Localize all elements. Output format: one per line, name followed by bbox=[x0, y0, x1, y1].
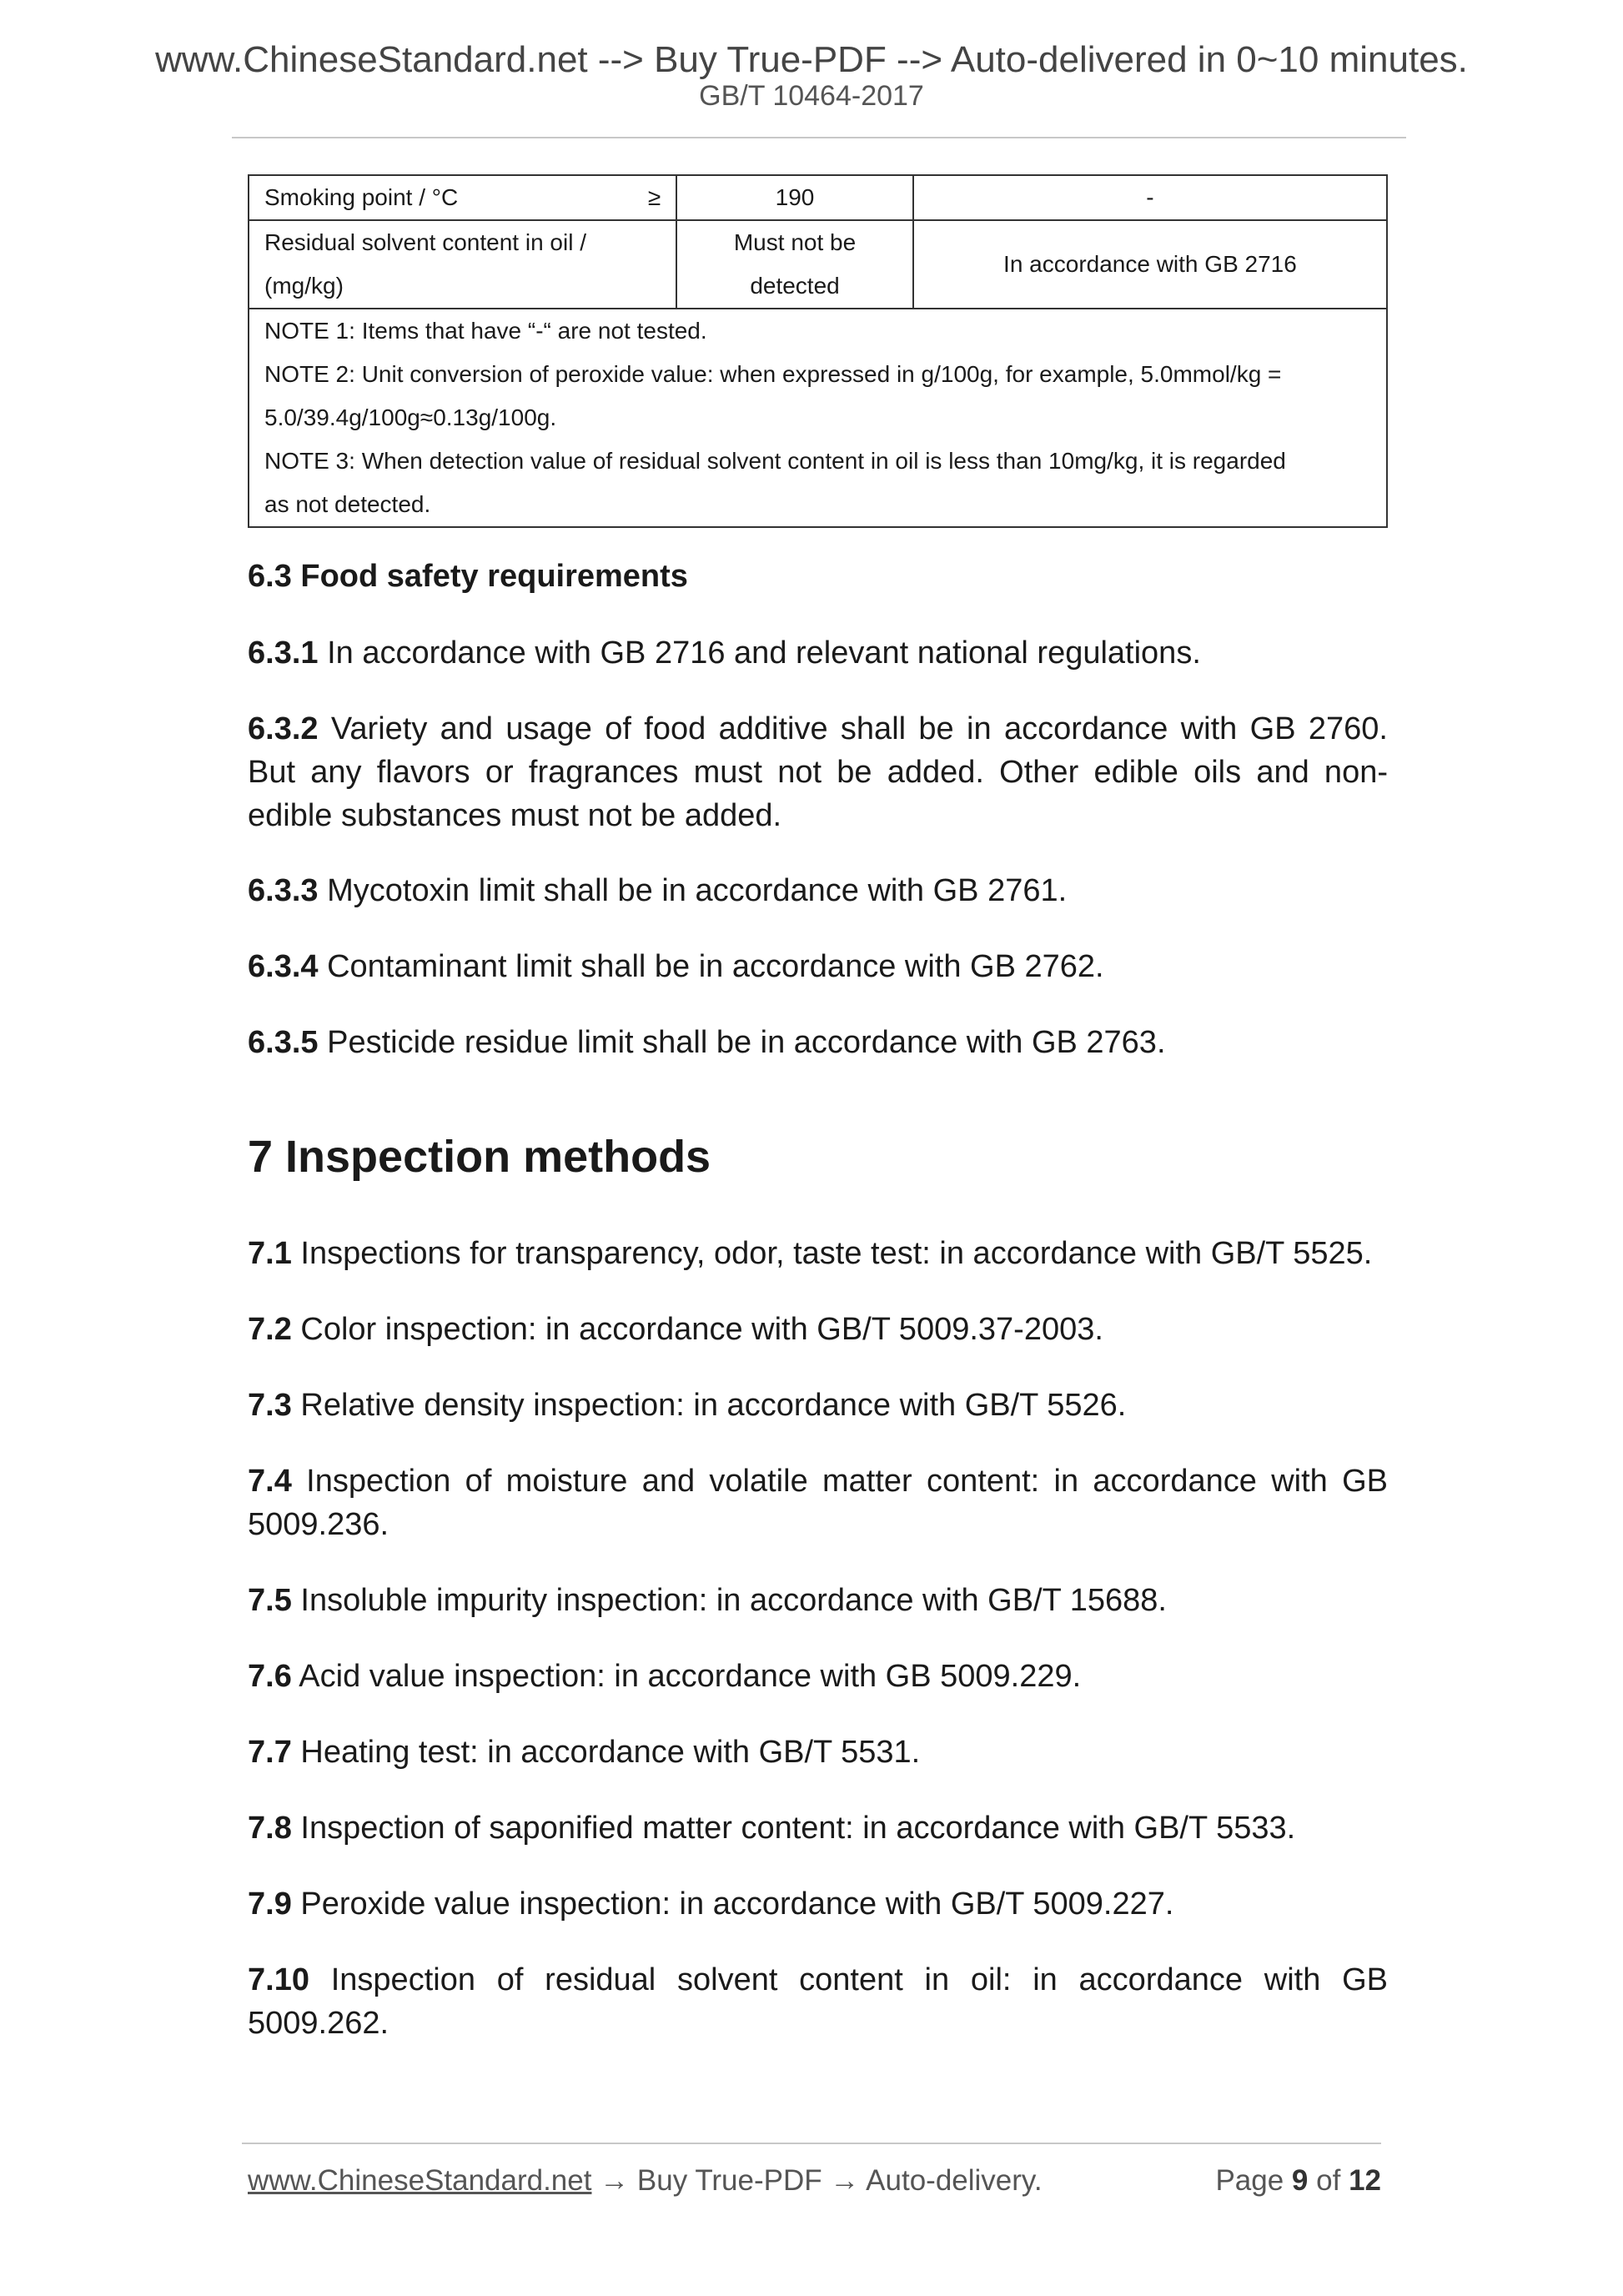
clause-number: 7.3 bbox=[248, 1388, 292, 1423]
clause-number: 7.2 bbox=[248, 1312, 292, 1347]
item-label: Residual solvent content in oil / bbox=[264, 229, 586, 255]
notes-row bbox=[249, 309, 1387, 527]
clause-number: 7.10 bbox=[248, 1962, 309, 1997]
clause-number: 7.1 bbox=[248, 1236, 292, 1271]
clause-number: 6.3.4 bbox=[248, 949, 319, 984]
clause-7-4 bbox=[248, 1459, 1388, 1546]
top-banner: www.ChineseStandard.net --> Buy True-PDF --> Auto-delivered in 0~10 minutes. bbox=[155, 39, 1468, 80]
footer-promo bbox=[248, 2166, 1043, 2195]
clause-number: 6.3.3 bbox=[248, 873, 319, 908]
of-label: of bbox=[1316, 2164, 1341, 2197]
clause-text: Inspection of saponified matter content: in accordance with GB/T 5533. bbox=[300, 1811, 1296, 1846]
clause-number: 6.3.5 bbox=[248, 1025, 319, 1060]
clause-text: Contaminant limit shall be in accordance with GB 2762. bbox=[327, 949, 1104, 984]
clause-6-3-4 bbox=[248, 945, 1388, 988]
method-cell: In accordance with GB 2716 bbox=[913, 220, 1387, 309]
item-unit: (mg/kg) bbox=[264, 273, 344, 299]
clause-6-3-5 bbox=[248, 1021, 1388, 1064]
note-line: as not detected. bbox=[264, 491, 431, 517]
clause-number: 7.9 bbox=[248, 1887, 292, 1922]
item-cell bbox=[249, 220, 676, 309]
header-divider bbox=[232, 137, 1406, 138]
clause-number: 7.4 bbox=[248, 1464, 292, 1499]
value-cell: 190 bbox=[676, 175, 913, 220]
standard-code: GB/T 10464-2017 bbox=[699, 80, 924, 112]
note-line: 5.0/39.4g/100g≈0.13g/100g. bbox=[264, 404, 557, 430]
clause-text: Peroxide value inspection: in accordance with GB/T 5009.227. bbox=[300, 1887, 1174, 1922]
clause-number: 7.5 bbox=[248, 1583, 292, 1618]
footer-tail: → Buy True-PDF → Auto-delivery. bbox=[591, 2164, 1043, 2197]
clause-number: 6.3.2 bbox=[248, 711, 319, 746]
clause-7-1 bbox=[248, 1232, 1388, 1275]
operator: ≥ bbox=[647, 184, 661, 210]
note-line: NOTE 1: Items that have “-“ are not tested. bbox=[264, 318, 707, 344]
clause-7-7 bbox=[248, 1731, 1388, 1774]
clause-7-5 bbox=[248, 1579, 1388, 1622]
clause-text: Heating test: in accordance with GB/T 5531. bbox=[300, 1735, 921, 1770]
page-indicator bbox=[1215, 2166, 1381, 2195]
section-6-3-heading: 6.3 Food safety requirements bbox=[248, 559, 688, 594]
clause-number: 7.8 bbox=[248, 1811, 292, 1846]
clause-text: Inspection of moisture and volatile matter content: in accordance with GB 5009.236. bbox=[248, 1464, 1388, 1542]
clause-7-9 bbox=[248, 1882, 1388, 1926]
clause-text: Relative density inspection: in accordance with GB/T 5526. bbox=[300, 1388, 1127, 1423]
value-line: detected bbox=[750, 273, 840, 299]
clause-7-8 bbox=[248, 1806, 1388, 1850]
clause-6-3-3 bbox=[248, 869, 1388, 912]
clause-text: Pesticide residue limit shall be in accordance with GB 2763. bbox=[327, 1025, 1166, 1060]
item-cell bbox=[249, 175, 676, 220]
spec-table bbox=[248, 174, 1388, 528]
method-cell: - bbox=[913, 175, 1387, 220]
clause-text: Variety and usage of food additive shall be in accordance with GB 2760. But any flavors or fragrances must not be added. Other edible oils and non-edible substances must not be added. bbox=[248, 711, 1388, 833]
clause-7-2 bbox=[248, 1308, 1388, 1351]
clause-text: Mycotoxin limit shall be in accordance with GB 2761. bbox=[327, 873, 1068, 908]
clause-6-3-1 bbox=[248, 631, 1388, 675]
footer-site-link[interactable]: www.ChineseStandard.net bbox=[248, 2164, 592, 2197]
clause-6-3-2 bbox=[248, 707, 1388, 837]
clause-text: In accordance with GB 2716 and relevant national regulations. bbox=[327, 636, 1201, 671]
clause-number: 6.3.1 bbox=[248, 636, 319, 671]
clause-text: Insoluble impurity inspection: in accordance with GB/T 15688. bbox=[300, 1583, 1167, 1618]
clause-7-3 bbox=[248, 1384, 1388, 1427]
value-line: Must not be bbox=[733, 229, 857, 255]
clause-text: Inspection of residual solvent content in oil: in accordance with GB 5009.262. bbox=[248, 1962, 1388, 2041]
note-line: NOTE 3: When detection value of residual solvent content in oil is less than 10mg/kg, it is regarded bbox=[264, 448, 1286, 474]
clause-7-10 bbox=[248, 1958, 1388, 2045]
table-row bbox=[249, 220, 1387, 309]
clause-number: 7.7 bbox=[248, 1735, 292, 1770]
clause-text: Acid value inspection: in accordance with GB 5009.229. bbox=[299, 1659, 1082, 1694]
clause-text: Color inspection: in accordance with GB/T 5009.37-2003. bbox=[300, 1312, 1103, 1347]
clause-number: 7.6 bbox=[248, 1659, 292, 1694]
value-cell bbox=[676, 220, 913, 309]
notes-cell bbox=[249, 309, 1387, 527]
clause-7-6 bbox=[248, 1655, 1388, 1698]
section-7-heading: 7 Inspection methods bbox=[248, 1132, 711, 1182]
footer-divider bbox=[242, 2143, 1381, 2144]
page-number: 9 bbox=[1291, 2164, 1309, 2197]
page-total: 12 bbox=[1349, 2164, 1381, 2197]
clause-text: Inspections for transparency, odor, taste test: in accordance with GB/T 5525. bbox=[300, 1236, 1373, 1271]
page-label: Page bbox=[1215, 2164, 1284, 2197]
note-line: NOTE 2: Unit conversion of peroxide value: when expressed in g/100g, for example, 5.0mmol/kg = bbox=[264, 361, 1282, 387]
table-row bbox=[249, 175, 1387, 220]
item-label: Smoking point / °C bbox=[264, 184, 459, 210]
